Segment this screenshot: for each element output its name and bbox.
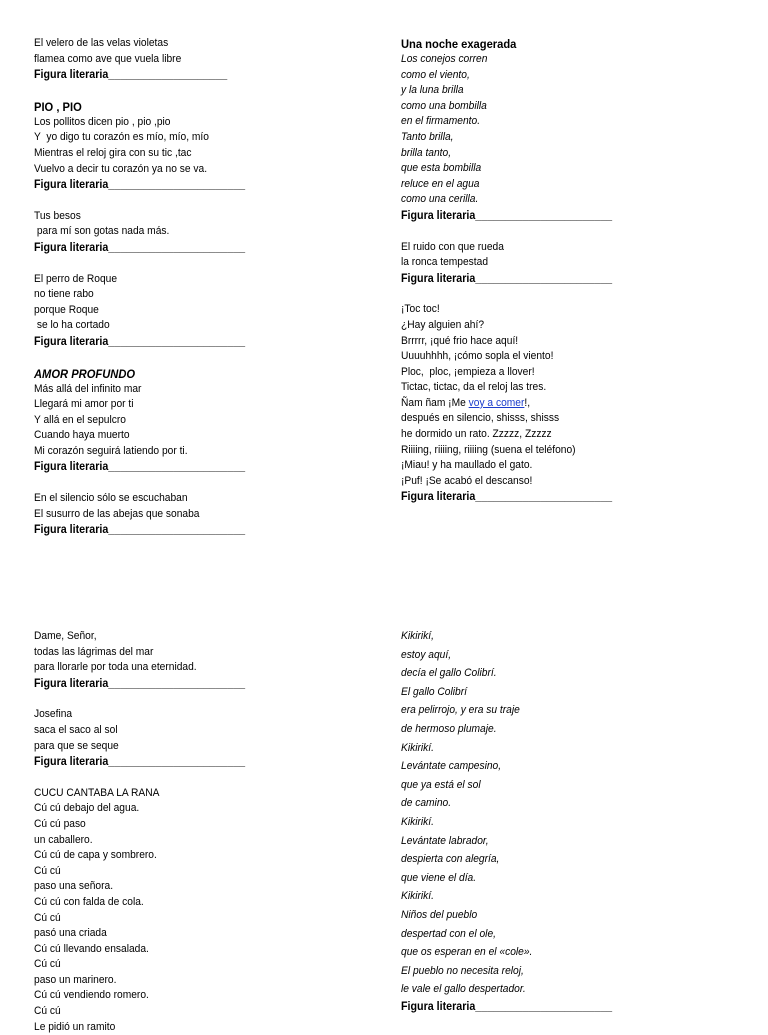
poem-line: que ya está el sol	[401, 778, 481, 791]
poem-line: Levántate campesino,	[401, 760, 502, 773]
right-bottom-column	[401, 627, 741, 1015]
poem-line: Los pollitos dicen pio , pio ,pio	[34, 115, 171, 128]
poem-line: Cú cú con falda de cola.	[34, 895, 144, 908]
poem-line: como una bombilla	[401, 99, 487, 112]
poem-line: Ñam ñam ¡Me voy a comer!,	[401, 396, 531, 409]
poem-line: Los conejos corren	[401, 53, 488, 65]
poem-line: Cú cú de capa y sombrero.	[34, 849, 157, 862]
poem-line: El gallo Colibrí	[401, 685, 467, 698]
poem-line: de hermoso plumaje.	[401, 722, 497, 735]
figura-prompt: Figura literaria_______________________	[34, 179, 246, 192]
poem-line: Cuando haya muerto	[34, 429, 130, 442]
figura-prompt: Figura literaria_______________________	[34, 335, 246, 348]
poem-perro	[34, 272, 364, 350]
poem-line: Tus besos	[34, 209, 81, 222]
poem-line: Cú cú vendiendo romero.	[34, 989, 149, 1002]
poem-line: reluce en el agua	[401, 177, 480, 190]
poem-line: Más allá del infinito mar	[34, 382, 142, 395]
poem-line: Niños del pueblo	[401, 908, 478, 921]
poem-line: Kikirikí.	[401, 890, 434, 903]
poem-line: Tanto brilla,	[401, 130, 454, 143]
poem-line: flamea como ave que vuela libre	[34, 52, 182, 65]
figura-prompt: Figura literaria_______________________	[34, 461, 246, 474]
figura-prompt: Figura literaria_______________________	[401, 272, 613, 285]
poem-line: le vale el gallo despertador.	[401, 983, 526, 996]
poem-line: porque Roque	[34, 303, 99, 316]
poem-line: Llegará mi amor por ti	[34, 398, 134, 411]
poem-line: para llorarle por toda una eternidad.	[34, 661, 197, 674]
poem-line: todas las lágrimas del mar	[34, 645, 154, 658]
figura-prompt: Figura literaria____________________	[34, 69, 228, 82]
figura-prompt: Figura literaria_______________________	[34, 241, 246, 254]
poem-line: saca el saco al sol	[34, 723, 118, 736]
poem-line: despertad con el ole,	[401, 927, 496, 940]
poem-line: Josefina	[34, 708, 73, 721]
poem-line: he dormido un rato. Zzzzz, Zzzzz	[401, 428, 552, 441]
voy-a-comer-link[interactable]: voy a comer	[468, 396, 525, 409]
poem-title: PIO , PIO	[34, 99, 82, 114]
poem-line: ¡Toc toc!	[401, 303, 440, 316]
left-top-column	[34, 36, 364, 538]
poem-velero	[34, 36, 364, 83]
poem-title: Una noche exagerada	[401, 37, 517, 51]
poem-line: que esta bombilla	[401, 162, 482, 175]
poem-line: Cú cú	[34, 864, 61, 877]
figura-prompt: Figura literaria_______________________	[401, 491, 613, 504]
poem-line: ¡Puf! ¡Se acabó el descanso!	[401, 474, 533, 487]
poem-toc	[401, 302, 741, 505]
poem-line: El velero de las velas violetas	[34, 37, 169, 49]
poem-line: la ronca tempestad	[401, 256, 489, 269]
figura-prompt: Figura literaria_______________________	[34, 524, 246, 537]
poem-line: Dame, Señor,	[34, 630, 97, 642]
poem-josefina	[34, 707, 364, 770]
poem-amor	[34, 366, 364, 476]
poem-line: Mientras el reloj gira con su tic ,tac	[34, 146, 192, 159]
poem-line: Levántate labrador,	[401, 834, 489, 847]
poem-silencio	[34, 491, 364, 538]
poem-besos	[34, 209, 364, 256]
poem-line: que viene el día.	[401, 871, 477, 884]
figura-prompt: Figura literaria_______________________	[401, 1000, 613, 1013]
poem-line: estoy aquí,	[401, 648, 452, 661]
poem-line: Cú cú	[34, 1005, 61, 1018]
poem-line: Riiiing, riiiing, riiiing (suena el teléfono)	[401, 443, 576, 456]
poem-noche	[401, 36, 741, 224]
poem-line: Y yo digo tu corazón es mío, mío, mío	[34, 131, 209, 144]
poem-line: después en silencio, shisss, shisss	[401, 412, 560, 425]
poem-line: no tiene rabo	[34, 288, 94, 301]
poem-line: de camino.	[401, 797, 452, 810]
poem-cucu	[34, 786, 364, 1035]
poem-line: Kikirikí,	[401, 630, 434, 642]
poem-line: Brrrrr, ¡qué frio hace aquí!	[401, 334, 519, 347]
poem-line: paso una señora.	[34, 880, 114, 893]
poem-ruido	[401, 240, 741, 287]
poem-line: Le pidió un ramito	[34, 1020, 116, 1033]
poem-line: Cú cú	[34, 958, 61, 971]
poem-line: y la luna brilla	[401, 84, 464, 97]
poem-line: ¡Miau! y ha maullado el gato.	[401, 459, 533, 472]
poem-line: decía el gallo Colibrí.	[401, 667, 497, 680]
poem-line: en el firmamento.	[401, 115, 481, 128]
poem-line: despierta con alegría,	[401, 853, 500, 866]
poem-line: para mí son gotas nada más.	[34, 225, 170, 238]
poem-title: AMOR PROFUNDO	[34, 366, 136, 381]
figura-prompt: Figura literaria_______________________	[34, 756, 246, 769]
poem-line: ¿Hay alguien ahí?	[401, 318, 485, 331]
poem-line: para que se seque	[34, 739, 119, 752]
figura-prompt: Figura literaria_______________________	[401, 209, 613, 222]
poem-dame	[34, 629, 364, 692]
poem-line: Uuuuhhhh, ¡cómo sopla el viento!	[401, 350, 554, 363]
poem-line: Y allá en el sepulcro	[34, 413, 126, 426]
poem-line: En el silencio sólo se escuchaban	[34, 492, 188, 505]
poem-line: El perro de Roque	[34, 272, 118, 285]
poem-line: pasó una criada	[34, 927, 107, 940]
poem-pio	[34, 99, 364, 193]
poem-kikiriki	[401, 627, 741, 1015]
left-bottom-column	[34, 629, 364, 1035]
poem-line: Mi corazón seguirá latiendo por ti.	[34, 444, 188, 457]
poem-line: Ploc, ploc, ¡empieza a llover!	[401, 365, 535, 378]
figura-prompt: Figura literaria_______________________	[34, 677, 246, 690]
poem-line: Cú cú	[34, 911, 61, 924]
poem-line: El susurro de las abejas que sonaba	[34, 507, 200, 520]
poem-line: El pueblo no necesita reloj,	[401, 964, 524, 977]
poem-line: Cú cú paso	[34, 817, 86, 830]
poem-line: que os esperan en el «cole».	[401, 946, 533, 959]
poem-line: Cú cú debajo del agua.	[34, 802, 140, 815]
poem-line: un caballero.	[34, 833, 93, 846]
right-top-column	[401, 36, 741, 505]
poem-line: Kikirikí.	[401, 741, 434, 754]
poem-line: Cú cú llevando ensalada.	[34, 942, 149, 955]
poem-line: Kikirikí.	[401, 815, 434, 828]
poem-line: Tictac, tictac, da el reloj las tres.	[401, 381, 547, 394]
poem-line: CUCU CANTABA LA RANA	[34, 786, 160, 799]
poem-line: paso un marinero.	[34, 973, 117, 986]
poem-line: se lo ha cortado	[34, 319, 110, 332]
poem-line: brilla tanto,	[401, 146, 452, 159]
poem-line: como una cerilla.	[401, 193, 479, 206]
poem-line: como el viento,	[401, 68, 470, 81]
poem-line: era pelirrojo, y era su traje	[401, 704, 520, 717]
poem-line: El ruido con que rueda	[401, 240, 504, 253]
poem-line: Vuelvo a decir tu corazón ya no se va.	[34, 162, 208, 175]
